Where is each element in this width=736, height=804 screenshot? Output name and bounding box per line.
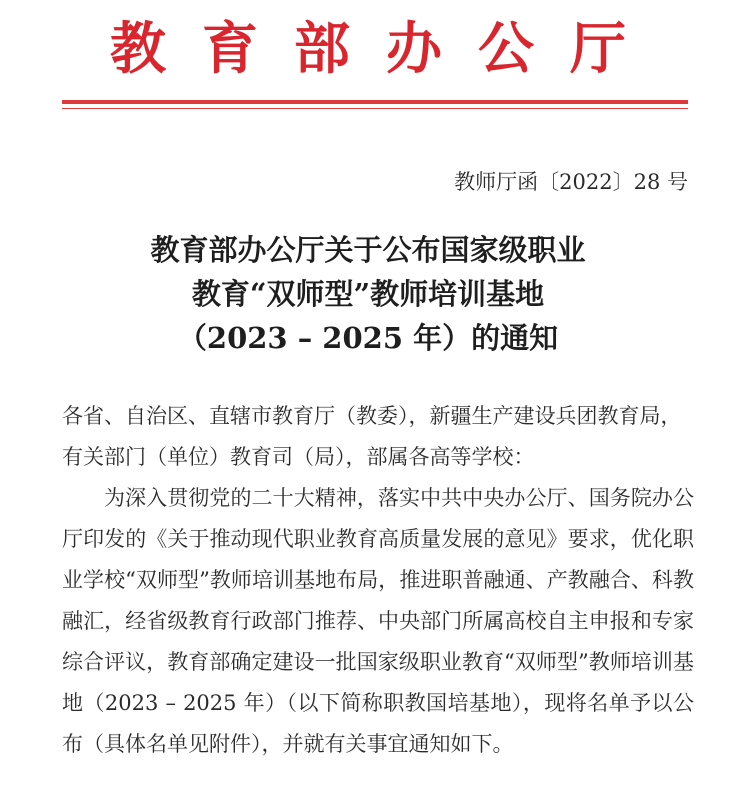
salutation: 各省、自治区、直辖市教育厅（教委），新疆生产建设兵团教育局，有关部门（单位）教育司（局），部属各高等学校：: [62, 404, 682, 469]
document-number: 教师厅函〔2022〕28 号: [454, 170, 688, 194]
title-line: （2023 – 2025 年）的通知: [177, 321, 559, 355]
title-line: 教育“双师型”教师培训基地: [191, 277, 545, 311]
header-red-rule-thin: [62, 108, 688, 109]
header-red-rule-thick: [62, 100, 688, 104]
header-org-name: 教育部办公厅: [110, 16, 662, 82]
title-line: 教育部办公厅关于公布国家级职业: [150, 233, 586, 267]
body-paragraph: 为深入贯彻党的二十大精神，落实中共中央办公厅、国务院办公厅印发的《关于推动现代职业教育高质量发展的意见》要求，优化职业学校“双师型”教师培训基地布局，推进职普融通、产教融合、科教融汇，经省级教育行政部门推荐、中央部门所属高校自主申报和专家综合评议，教育部确定建设一批国家级职业教育“双师型”教师培训基地（2023 – 2025 年）（以下简称职教国培基地），现将名单予以公布（具体名单见附件），并就有关事宜通知如下。: [62, 486, 694, 756]
document-title: [0, 228, 736, 360]
